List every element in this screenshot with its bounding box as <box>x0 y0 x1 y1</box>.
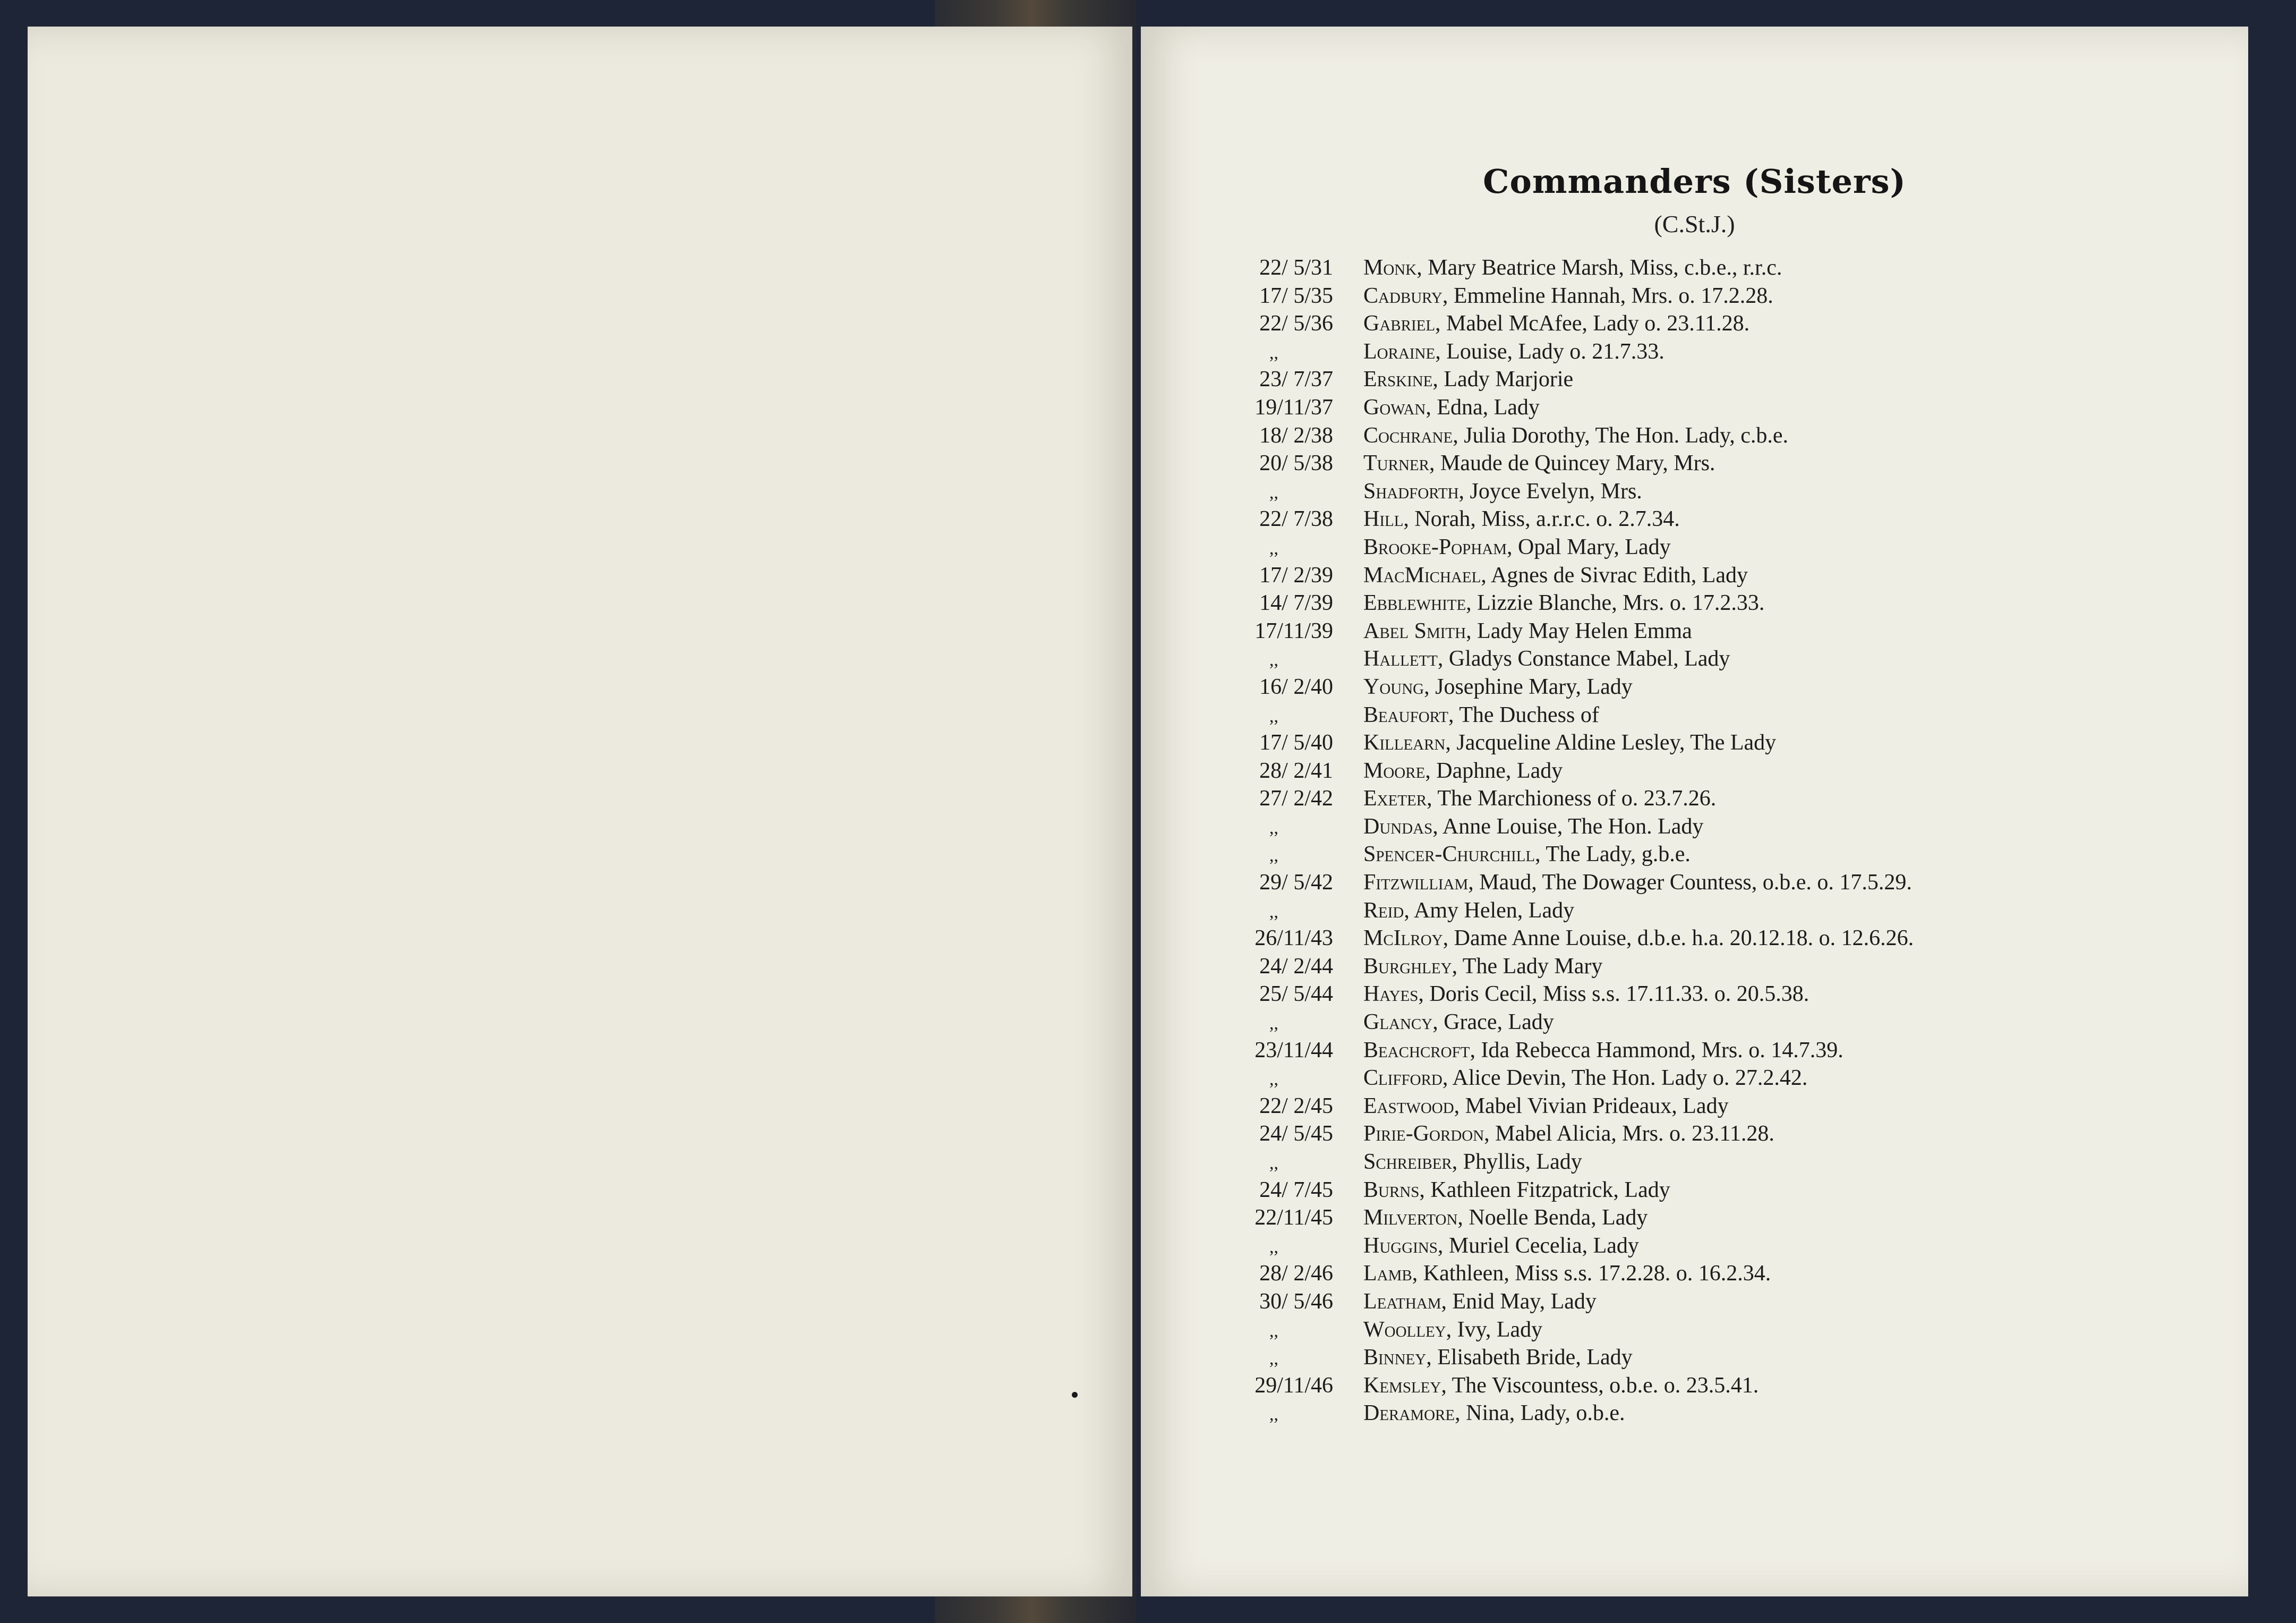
entry-surname: Kemsley <box>1363 1373 1441 1398</box>
entry-surname: Glancy <box>1363 1010 1433 1035</box>
entry-surname: Dundas <box>1363 814 1433 839</box>
entry-date: ,, <box>1269 846 1278 866</box>
entry-text <box>1363 757 1563 785</box>
list-item <box>1184 1064 2220 1092</box>
entry-surname: Binney <box>1363 1345 1427 1370</box>
left-page <box>28 27 1132 1596</box>
entry-surname: McIlroy <box>1363 926 1443 951</box>
entry-date: 23/11/44 <box>1254 1038 1333 1063</box>
entry-date: 20/ 5/38 <box>1259 451 1333 476</box>
entry-surname: Fitzwilliam <box>1363 870 1469 895</box>
entry-date: 16/ 2/40 <box>1259 674 1333 699</box>
entry-surname: Schreiber <box>1363 1150 1452 1174</box>
entry-text <box>1363 1092 1729 1120</box>
entry-date: 25/ 5/44 <box>1259 982 1333 1007</box>
entry-surname: Shadforth <box>1363 479 1459 504</box>
entry-date: ,, <box>1269 1153 1278 1173</box>
list-item <box>1184 897 2220 925</box>
entry-text <box>1363 1176 1670 1204</box>
list-item <box>1184 757 2220 785</box>
entry-surname: Ebblewhite <box>1363 591 1466 616</box>
entry-date: 29/ 5/42 <box>1259 870 1333 895</box>
entry-details: , The Duchess of <box>1448 702 1599 727</box>
entry-details: , Elisabeth Bride, Lady <box>1426 1345 1633 1370</box>
entry-date: ,, <box>1269 902 1278 922</box>
entry-details: , The Marchioness of o. 23.7.26. <box>1427 786 1717 811</box>
entry-details: , Julia Dorothy, The Hon. Lady, c.b.e. <box>1453 423 1788 448</box>
entry-date: 28/ 2/46 <box>1259 1261 1333 1286</box>
entry-details: , Doris Cecil, Miss s.s. 17.11.33. o. 20.5.38. <box>1418 982 1810 1007</box>
entry-surname: Cochrane <box>1363 423 1453 448</box>
entry-date: 24/ 2/44 <box>1259 954 1333 979</box>
entry-date: ,, <box>1269 1069 1278 1090</box>
entry-details: , Ida Rebecca Hammond, Mrs. o. 14.7.39. <box>1470 1038 1843 1063</box>
entry-details: , Louise, Lady o. 21.7.33. <box>1435 339 1665 364</box>
entry-details: , Lady Marjorie <box>1432 367 1574 392</box>
entry-details: , Alice Devin, The Hon. Lady o. 27.2.42. <box>1442 1066 1808 1091</box>
entry-text <box>1363 394 1540 422</box>
entry-date: 17/11/39 <box>1254 618 1333 643</box>
page-heading: Commanders (Sisters) <box>1483 162 1906 201</box>
entry-details: , Jacqueline Aldine Lesley, The Lady <box>1445 730 1777 755</box>
entry-date: 23/ 7/37 <box>1259 367 1333 392</box>
entry-surname: Burns <box>1363 1177 1420 1202</box>
entry-text <box>1363 1372 1759 1400</box>
entry-date: ,, <box>1269 1014 1278 1034</box>
list-item <box>1184 1008 2220 1036</box>
entry-date: 22/ 7/38 <box>1259 507 1333 532</box>
entry-date: ,, <box>1269 1349 1278 1369</box>
list-item <box>1184 1148 2220 1176</box>
entry-date: ,, <box>1269 1237 1278 1257</box>
entry-details: , Maude de Quincey Mary, Mrs. <box>1429 451 1715 476</box>
entry-surname: Gabriel <box>1363 311 1436 336</box>
entry-surname: Hill <box>1363 507 1404 532</box>
entry-text <box>1363 533 1671 562</box>
entry-date: ,, <box>1269 538 1278 558</box>
entry-text <box>1363 254 1782 282</box>
entry-date: ,, <box>1269 650 1278 670</box>
entry-date: 17/ 2/39 <box>1259 563 1333 588</box>
page-subheading: (C.St.J.) <box>1654 210 1735 237</box>
list-item <box>1184 254 2220 282</box>
entry-surname: Burghley <box>1363 954 1452 979</box>
entry-details: , Edna, Lady <box>1426 395 1540 420</box>
entry-date: 22/ 5/36 <box>1259 311 1333 336</box>
entry-text <box>1363 617 1692 645</box>
entry-surname: Pirie-Gordon <box>1363 1121 1484 1146</box>
entry-text <box>1363 1344 1633 1372</box>
list-item <box>1184 394 2220 422</box>
list-item <box>1184 1232 2220 1260</box>
entry-surname: Turner <box>1363 451 1429 476</box>
list-item <box>1184 1036 2220 1065</box>
list-item <box>1184 980 2220 1008</box>
entry-details: , Muriel Cecelia, Lady <box>1437 1233 1639 1258</box>
entry-date: ,, <box>1269 818 1278 838</box>
entry-text <box>1363 366 1573 394</box>
entry-surname: Eastwood <box>1363 1093 1454 1118</box>
entry-surname: Beaufort <box>1363 702 1449 727</box>
list-item <box>1184 673 2220 701</box>
entry-text <box>1363 924 1914 953</box>
entry-surname: Brooke-Popham <box>1363 534 1507 559</box>
entry-date: 26/11/43 <box>1254 926 1333 951</box>
entry-text <box>1363 1260 1771 1288</box>
entry-text <box>1363 1288 1597 1316</box>
list-item <box>1184 310 2220 338</box>
entry-surname: Beachcroft <box>1363 1038 1470 1063</box>
entry-surname: Young <box>1363 674 1424 699</box>
entry-details: , The Lady, g.b.e. <box>1535 842 1691 867</box>
entry-date: 22/11/45 <box>1254 1205 1333 1230</box>
entry-surname: Spencer-Churchill <box>1363 842 1535 867</box>
entry-details: , Mabel Vivian Prideaux, Lady <box>1454 1093 1729 1118</box>
entry-text <box>1363 310 1749 338</box>
list-item <box>1184 1204 2220 1232</box>
entry-date: 17/ 5/40 <box>1259 730 1333 755</box>
entry-text <box>1363 953 1602 981</box>
entry-details: , Dame Anne Louise, d.b.e. h.a. 20.12.18. o. 12.6.26. <box>1443 926 1914 951</box>
list-item <box>1184 1176 2220 1204</box>
list-item <box>1184 338 2220 366</box>
entry-date: 27/ 2/42 <box>1259 786 1333 811</box>
entry-text <box>1363 1399 1625 1427</box>
list-item <box>1184 1372 2220 1400</box>
entry-details: , Norah, Miss, a.r.r.c. o. 2.7.34. <box>1403 507 1680 532</box>
entry-text <box>1363 1008 1554 1036</box>
list-item <box>1184 282 2220 310</box>
entry-surname: Gowan <box>1363 395 1426 420</box>
entry-text <box>1363 701 1599 729</box>
entry-surname: Deramore <box>1363 1401 1455 1426</box>
entry-text <box>1363 785 1716 813</box>
entry-surname: MacMichael <box>1363 563 1481 588</box>
entry-text <box>1363 282 1773 310</box>
list-item <box>1184 1260 2220 1288</box>
entries-list <box>1184 254 2220 1427</box>
entry-text <box>1363 729 1776 757</box>
list-item <box>1184 645 2220 673</box>
entry-date: 19/11/37 <box>1254 395 1333 420</box>
entry-date: 22/ 5/31 <box>1259 256 1333 280</box>
entry-text <box>1363 478 1642 506</box>
list-item <box>1184 1092 2220 1120</box>
entry-surname: Monk <box>1363 256 1417 280</box>
entry-details: , Kathleen Fitzpatrick, Lady <box>1419 1177 1670 1202</box>
entry-surname: Cadbury <box>1363 283 1443 308</box>
entry-surname: Huggins <box>1363 1233 1438 1258</box>
entry-date: 30/ 5/46 <box>1259 1289 1333 1314</box>
entry-details: , Lizzie Blanche, Mrs. o. 17.2.33. <box>1466 591 1765 616</box>
entry-surname: Hallett <box>1363 647 1438 672</box>
entry-details: , Grace, Lady <box>1432 1010 1554 1035</box>
entry-surname: Leatham <box>1363 1289 1441 1314</box>
list-item <box>1184 589 2220 617</box>
entry-text <box>1363 1148 1582 1176</box>
list-item <box>1184 1120 2220 1148</box>
entry-details: , Agnes de Sivrac Edith, Lady <box>1481 563 1748 588</box>
list-item <box>1184 869 2220 897</box>
entry-details: , Daphne, Lady <box>1425 758 1563 783</box>
entry-text <box>1363 1316 1542 1344</box>
entry-text <box>1363 1120 1774 1148</box>
entry-text <box>1363 505 1680 533</box>
entry-surname: Lamb <box>1363 1261 1412 1286</box>
entry-text <box>1363 338 1665 366</box>
entry-date: 14/ 7/39 <box>1259 591 1333 616</box>
entry-date: ,, <box>1269 343 1278 363</box>
entry-details: , Maud, The Dowager Countess, o.b.e. o. 17.5.29. <box>1468 870 1912 895</box>
entry-text <box>1363 589 1764 617</box>
entry-surname: Erskine <box>1363 367 1433 392</box>
entry-date: 29/11/46 <box>1254 1373 1333 1398</box>
entry-text <box>1363 645 1730 673</box>
entry-surname: Moore <box>1363 758 1426 783</box>
entry-date: ,, <box>1269 1405 1278 1425</box>
list-item <box>1184 562 2220 590</box>
list-item <box>1184 449 2220 478</box>
entry-text <box>1363 869 1912 897</box>
entry-details: , Lady May Helen Emma <box>1466 618 1692 643</box>
list-item <box>1184 533 2220 562</box>
entry-details: , Mary Beatrice Marsh, Miss, c.b.e., r.r.c. <box>1416 256 1782 280</box>
entry-date: 17/ 5/35 <box>1259 283 1333 308</box>
entry-details: , Nina, Lady, o.b.e. <box>1455 1401 1625 1426</box>
entry-surname: Exeter <box>1363 786 1427 811</box>
entry-surname: Woolley <box>1363 1317 1446 1342</box>
entry-text <box>1363 813 1703 841</box>
entry-details: , Josephine Mary, Lady <box>1424 674 1633 699</box>
entry-date: ,, <box>1269 1321 1278 1341</box>
list-item <box>1184 1316 2220 1344</box>
entry-surname: Loraine <box>1363 339 1436 364</box>
entry-details: , The Lady Mary <box>1452 954 1603 979</box>
entry-surname: Milverton <box>1363 1205 1458 1230</box>
entry-date: ,, <box>1269 482 1278 503</box>
entry-surname: Reid <box>1363 898 1404 923</box>
entry-details: , Amy Helen, Lady <box>1404 898 1575 923</box>
list-item <box>1184 1344 2220 1372</box>
entry-date: 24/ 7/45 <box>1259 1177 1333 1202</box>
entry-date: ,, <box>1269 706 1278 726</box>
entry-date: 24/ 5/45 <box>1259 1121 1333 1146</box>
entry-details: , Gladys Constance Mabel, Lady <box>1437 647 1730 672</box>
list-item <box>1184 422 2220 450</box>
entry-details: , Ivy, Lady <box>1446 1317 1543 1342</box>
ink-dot <box>1072 1392 1078 1398</box>
list-item <box>1184 924 2220 953</box>
list-item <box>1184 505 2220 533</box>
entry-text <box>1363 562 1748 590</box>
entry-details: , Mabel McAfee, Lady o. 23.11.28. <box>1435 311 1750 336</box>
entry-details: , Opal Mary, Lady <box>1507 534 1671 559</box>
entry-date: 22/ 2/45 <box>1259 1093 1333 1118</box>
list-item <box>1184 478 2220 506</box>
list-item <box>1184 366 2220 394</box>
entry-surname: Clifford <box>1363 1066 1443 1091</box>
list-item <box>1184 701 2220 729</box>
entry-details: , Mabel Alicia, Mrs. o. 23.11.28. <box>1484 1121 1774 1146</box>
entry-date: 28/ 2/41 <box>1259 758 1333 783</box>
list-item <box>1184 785 2220 813</box>
entry-text <box>1363 1036 1843 1065</box>
entry-surname: Killearn <box>1363 730 1446 755</box>
list-item <box>1184 617 2220 645</box>
entry-text <box>1363 1232 1639 1260</box>
entry-details: , Enid May, Lady <box>1441 1289 1597 1314</box>
entry-details: , Anne Louise, The Hon. Lady <box>1432 814 1704 839</box>
entry-text <box>1363 1064 1807 1092</box>
list-item <box>1184 1399 2220 1427</box>
list-item <box>1184 953 2220 981</box>
entry-date: 18/ 2/38 <box>1259 423 1333 448</box>
entry-details: , Noelle Benda, Lady <box>1457 1205 1648 1230</box>
entry-text <box>1363 980 1809 1008</box>
entry-surname: Hayes <box>1363 982 1419 1007</box>
entry-details: , Joyce Evelyn, Mrs. <box>1458 479 1642 504</box>
entry-text <box>1363 1204 1648 1232</box>
entry-details: , Emmeline Hannah, Mrs. o. 17.2.28. <box>1442 283 1773 308</box>
entry-text <box>1363 422 1788 450</box>
entry-details: , Phyllis, Lady <box>1452 1150 1582 1174</box>
entry-text <box>1363 897 1574 925</box>
list-item <box>1184 813 2220 841</box>
entry-text <box>1363 449 1715 478</box>
list-item <box>1184 729 2220 757</box>
entry-details: , The Viscountess, o.b.e. o. 23.5.41. <box>1441 1373 1759 1398</box>
entry-text <box>1363 840 1691 869</box>
entry-surname: Abel Smith <box>1363 618 1466 643</box>
entry-text <box>1363 673 1633 701</box>
list-item <box>1184 1288 2220 1316</box>
entry-details: , Kathleen, Miss s.s. 17.2.28. o. 16.2.34. <box>1412 1261 1771 1286</box>
list-item <box>1184 840 2220 869</box>
